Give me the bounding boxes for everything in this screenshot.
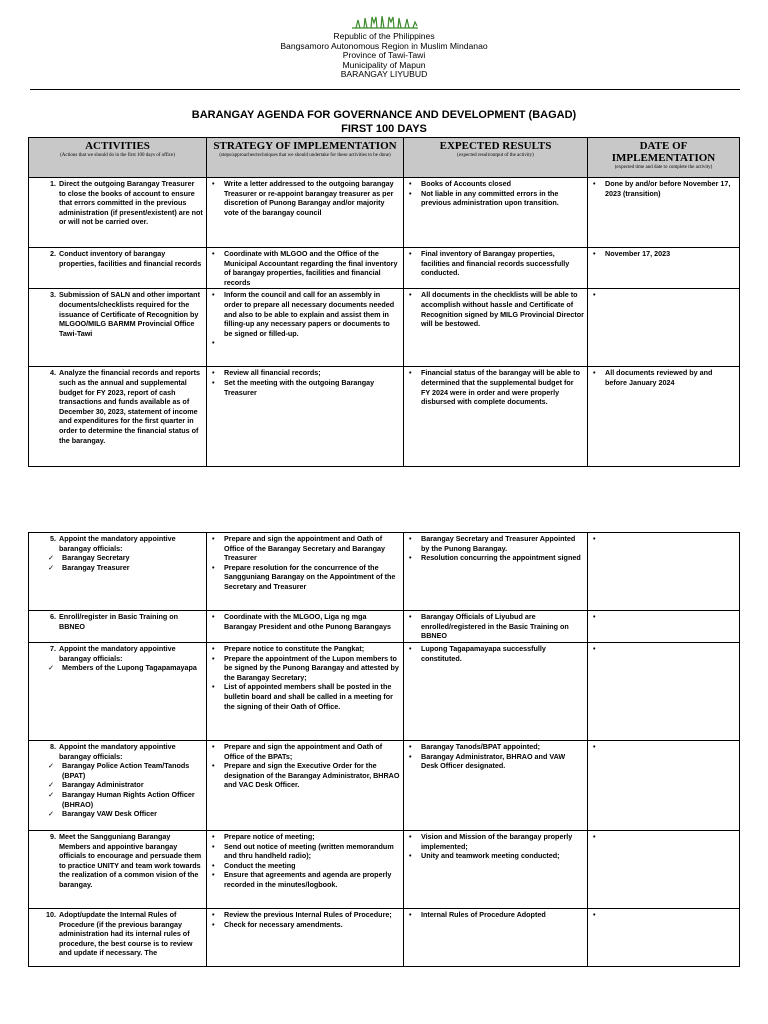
result-item-list: [407, 368, 584, 406]
logo-icon: [350, 14, 420, 32]
date-item: • November 17, 2023: [591, 249, 736, 259]
strategy-cell: [207, 367, 404, 467]
header-line: Province of Tawi-Tawi: [342, 50, 426, 61]
result-item: • Not liable in any committed errors in the previous administration upon transition.: [407, 189, 584, 208]
date-item-list: [591, 742, 736, 752]
result-item: • Final inventory of Barangay properties, facilities and financial records successfully conducted.: [407, 249, 584, 278]
activity-text: Adopt/update the Internal Rules of Procedure (if the previous barangay administration had its internal rules of procedure, the best course is to review and update if necessary. The: [59, 910, 193, 958]
strategy-item-list: [210, 612, 400, 631]
official-check-item-list: [46, 553, 203, 572]
date-item: • All documents reviewed by and before January 2024: [591, 368, 736, 387]
date-item: [591, 290, 736, 300]
results-cell: [404, 831, 588, 909]
activity-number: 8.: [50, 742, 56, 751]
official-check-item: ✓ Barangay Treasurer: [46, 563, 203, 573]
results-cell: [404, 643, 588, 741]
strategy-item-list: [210, 290, 400, 348]
strategy-cell: [207, 248, 404, 289]
official-check-item: ✓ Barangay Secretary: [46, 553, 203, 563]
strategy-item: • Ensure that agreements and agenda are properly recorded in the minutes/logbook.: [210, 870, 400, 889]
strategy-item-list: [210, 644, 400, 711]
activity-text: Appoint the mandatory appointive barangay officials:: [59, 742, 176, 761]
result-item: • Lupong Tagapamayapa successfully constituted.: [407, 644, 584, 663]
activity-text: Appoint the mandatory appointive barangay officials:: [59, 644, 176, 663]
results-cell: [404, 741, 588, 831]
activity-text: Submission of SALN and other important documents/checklists required for the issuance of Certificate of Recognition by MLGOO/MILG BARMM Provincial Office Tawi-Tawi: [59, 290, 200, 338]
result-item-list: [407, 910, 584, 920]
strategy-cell: [207, 741, 404, 831]
strategy-cell: [207, 289, 404, 367]
strategy-item-list: [210, 910, 400, 929]
activity-cell: [29, 289, 207, 367]
activity-number: 4.: [50, 368, 56, 378]
activity-text: Meet the Sangguniang Barangay Members and appointive barangay officials to encourage and persuade them to practice UNITY and team work towards the realization of a common vision of the barangay.: [59, 832, 202, 889]
result-item: • Unity and teamwork meeting conducted;: [407, 851, 584, 861]
column-header-results: EXPECTED RESULTS (expected result/output of the activity): [404, 138, 588, 178]
title-line-2: FIRST 100 DAYS: [341, 123, 427, 135]
strategy-item: • Prepare notice of meeting;: [210, 832, 400, 842]
result-item: • Barangay Tanods/BPAT appointed;: [407, 742, 584, 752]
activity-text: Enroll/register in Basic Training on BBNEO: [59, 612, 179, 631]
strategy-item-list: [210, 832, 400, 890]
result-item-list: [407, 612, 584, 641]
letterhead: [0, 32, 768, 80]
table-row: [29, 741, 740, 831]
activity-text: Analyze the financial records and reports such as the annual and supplemental budget for FY 2023, report of cash transactions and funds available as of December 30, 2023, statement of income and expenditures for the first quarter in order to determine the financial status of the barangay.: [59, 368, 200, 445]
column-header-activities: ACTIVITIES (Actions that we should do in the first 100 days of office): [29, 138, 207, 178]
strategy-item: • Prepare and sign the appointment and Oath of Office of the Barangay Secretary and Barangay Treasurer: [210, 534, 400, 563]
activity-number: 3.: [50, 290, 56, 300]
header-line: Municipality of Mapun: [342, 59, 426, 70]
activity-number: 1.: [50, 179, 56, 188]
date-cell: [588, 909, 740, 967]
result-item: • Internal Rules of Procedure Adopted: [407, 910, 584, 920]
official-check-item-list: [46, 761, 203, 819]
agenda-table-page-1: [28, 137, 740, 467]
results-cell: [404, 909, 588, 967]
table-row: [29, 611, 740, 643]
strategy-item-list: [210, 179, 400, 217]
official-check-item: ✓ Barangay Human Rights Action Officer (BHRAO): [46, 790, 203, 809]
table-row: [29, 909, 740, 967]
date-item: • Done by and/or before November 17, 2023 (transition): [591, 179, 736, 198]
strategy-cell: [207, 831, 404, 909]
strategy-cell: [207, 909, 404, 967]
result-item-list: [407, 534, 584, 563]
table-row: [29, 178, 740, 248]
strategy-item: • Conduct the meeting: [210, 861, 400, 871]
date-cell: [588, 178, 740, 248]
strategy-item-list: [210, 368, 400, 397]
date-item-list: [591, 179, 736, 198]
result-item: • Barangay Officials of Liyubud are enrolled/registered in the Basic Training on BBNEO: [407, 612, 584, 641]
activity-text: Conduct inventory of barangay properties, facilities and financial records: [59, 249, 202, 268]
date-item-list: [591, 910, 736, 920]
strategy-item: [210, 338, 400, 348]
table-header-row: [29, 138, 740, 178]
results-cell: [404, 367, 588, 467]
results-cell: [404, 289, 588, 367]
results-cell: [404, 611, 588, 643]
activity-text: Appoint the mandatory appointive barangay officials:: [59, 534, 176, 553]
activity-number: 10.: [46, 910, 56, 919]
results-cell: [404, 248, 588, 289]
date-item: [591, 742, 736, 752]
official-check-item: ✓ Barangay Police Action Team/Tanods (BPAT): [46, 761, 203, 780]
activity-cell: [29, 909, 207, 967]
result-item: • All documents in the checklists will be able to accomplish without hassle and Certificate of Recognition signed by MILG Provincial Director will be bestowed.: [407, 290, 584, 328]
table-row: [29, 289, 740, 367]
strategy-item: • Set the meeting with the outgoing Barangay Treasurer: [210, 378, 400, 397]
table-row: [29, 248, 740, 289]
header-divider: [30, 89, 740, 90]
activity-cell: [29, 248, 207, 289]
table-row: [29, 831, 740, 909]
date-item: [591, 832, 736, 842]
results-cell: [404, 533, 588, 611]
result-item-list: [407, 179, 584, 208]
strategy-cell: [207, 643, 404, 741]
date-item-list: [591, 832, 736, 842]
activity-cell: [29, 533, 207, 611]
table-row: [29, 643, 740, 741]
date-item: [591, 534, 736, 544]
activity-text: Direct the outgoing Barangay Treasurer to close the books of account to ensure that errors committed in the previous administration (if present/existent) are not or will not be carried over.: [59, 179, 203, 227]
result-item: • Vision and Mission of the barangay properly implemented;: [407, 832, 584, 851]
date-cell: [588, 831, 740, 909]
result-item-list: [407, 742, 584, 771]
activity-number: 9.: [50, 832, 56, 841]
official-check-item: ✓ Barangay Administrator: [46, 780, 203, 790]
header-line: Republic of the Philippines: [333, 31, 435, 41]
header-line: BARANGAY LIYUBUD: [340, 69, 428, 80]
date-cell: [588, 741, 740, 831]
strategy-item: • Inform the council and call for an assembly in order to prepare all necessary documents needed and also to be able to explain and assist them in filling-up any necessary papers or documents to be signed or filled-up.: [210, 290, 400, 338]
strategy-item: • Review all financial records;: [210, 368, 400, 378]
title-line-1: BARANGAY AGENDA FOR GOVERNANCE AND DEVELOPMENT (BAGAD): [191, 109, 577, 121]
strategy-item: • Prepare notice to constitute the Pangkat;: [210, 644, 400, 654]
strategy-item: • List of appointed members shall be posted in the bulletin board and shall be called in a meeting for the signing of their Oath of Office.: [210, 682, 400, 711]
date-cell: [588, 289, 740, 367]
date-item-list: [591, 644, 736, 654]
activity-number: 5.: [50, 534, 56, 543]
agenda-table-page-2: [28, 532, 740, 967]
date-cell: [588, 611, 740, 643]
date-cell: [588, 533, 740, 611]
date-item-list: [591, 534, 736, 544]
result-item-list: [407, 290, 584, 328]
result-item-list: [407, 644, 584, 663]
column-header-strategy: STRATEGY OF IMPLEMENTATION (steps/approaches/techniques that we should undertake for these activities to be done): [207, 138, 404, 178]
date-cell: [588, 367, 740, 467]
strategy-cell: [207, 533, 404, 611]
date-item: [591, 910, 736, 920]
strategy-item: • Prepare and sign the appointment and Oath of Office of the BPATs;: [210, 742, 400, 761]
result-item-list: [407, 249, 584, 278]
strategy-item: • Prepare the appointment of the Lupon members to be signed by the Punong Barangay and attested by the Barangay Secretary;: [210, 654, 400, 683]
official-check-item: ✓ Members of the Lupong Tagapamayapa: [46, 663, 203, 673]
strategy-item: • Review the previous Internal Rules of Procedure;: [210, 910, 400, 920]
result-item: • Barangay Administrator, BHRAO and VAW Desk Officer designated.: [407, 752, 584, 771]
result-item: • Resolution concurring the appointment signed: [407, 553, 584, 563]
date-item: [591, 612, 736, 622]
activity-number: 2.: [50, 249, 56, 258]
activity-cell: [29, 611, 207, 643]
strategy-item-list: [210, 534, 400, 592]
header-line: Bangsamoro Autonomous Region in Muslim Mindanao: [280, 40, 488, 51]
activity-cell: [29, 178, 207, 248]
result-item-list: [407, 832, 584, 861]
strategy-item: • Check for necessary amendments.: [210, 920, 400, 930]
date-item-list: [591, 249, 736, 259]
date-cell: [588, 643, 740, 741]
strategy-item: • Prepare resolution for the concurrence of the Sangguniang Barangay on the Appointment of the Secretary and Treasurer: [210, 563, 400, 592]
result-item: • Books of Accounts closed: [407, 179, 584, 189]
strategy-cell: [207, 178, 404, 248]
strategy-item: • Send out notice of meeting (written memorandum and thru handheld radio);: [210, 842, 400, 861]
date-item-list: [591, 368, 736, 387]
strategy-item-list: [210, 249, 400, 287]
strategy-item-list: [210, 742, 400, 790]
strategy-item: • Write a letter addressed to the outgoing barangay Treasurer or re-appoint barangay treasurer as per discretion of Punong Barangay and/or majority vote of the barangay council: [210, 179, 400, 217]
activity-cell: [29, 831, 207, 909]
result-item: • Barangay Secretary and Treasurer Appointed by the Punong Barangay.: [407, 534, 584, 553]
document-title: [0, 108, 768, 136]
column-header-date: DATE OF IMPLEMENTATION (expected time and date to complete the activity): [588, 138, 740, 178]
date-item: [591, 644, 736, 654]
strategy-item: • Prepare and sign the Executive Order for the designation of the Barangay Administrator, BHRAO and VAC Desk Officer.: [210, 761, 400, 790]
table-row: [29, 533, 740, 611]
results-cell: [404, 178, 588, 248]
activity-cell: [29, 367, 207, 467]
strategy-item: • Coordinate with MLGOO and the Office of the Municipal Accountant regarding the final inventory of barangay properties, facilities and financial records: [210, 249, 400, 287]
strategy-cell: [207, 611, 404, 643]
activity-number: 6.: [50, 612, 56, 621]
result-item: • Financial status of the barangay will be able to determined that the supplemental budget for FY 2024 were in order and were properly disbursed with complete documents.: [407, 368, 584, 406]
date-item-list: [591, 612, 736, 622]
strategy-item: • Coordinate with the MLGOO, Liga ng mga Barangay President and othe Punong Barangays: [210, 612, 400, 631]
date-item-list: [591, 290, 736, 300]
date-cell: [588, 248, 740, 289]
official-check-item: ✓ Barangay VAW Desk Officer: [46, 809, 203, 819]
activity-cell: [29, 741, 207, 831]
activity-number: 7.: [50, 644, 56, 653]
official-check-item-list: [46, 663, 203, 673]
table-row: [29, 367, 740, 467]
activity-cell: [29, 643, 207, 741]
